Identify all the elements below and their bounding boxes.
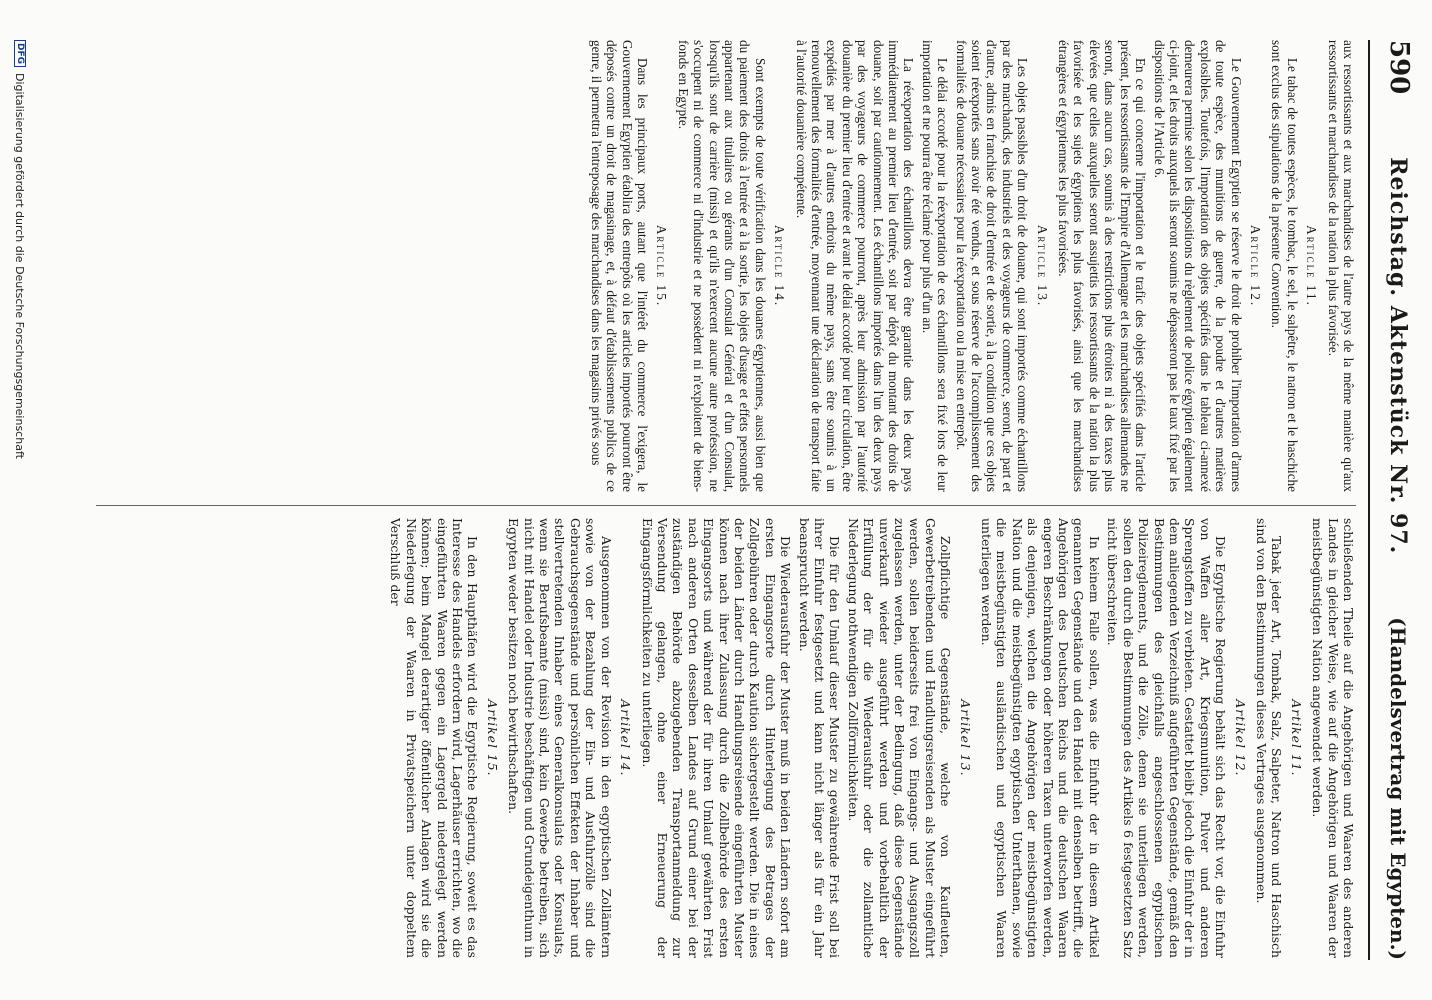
french-column	[96, 40, 1356, 492]
paragraph: Le tabac de toutes espèces, le tombac, le sel, le salpêtre, le natron et le haschiche sont exclus des stipulations de la présente Convention.	[1269, 40, 1300, 492]
paragraph: Zollpflichtige Gegenstände, welche von Kaufleuten, Gewerbetreibenden und Handlungsreisenden als Muster eingeführt werden, sollen beiderseits frei von Eingangs- und Ausgangszoll zugelassen werden, unter der Bedingung, daß diese Gegenstände unverkauft wieder ausgeführt werden und vorbehaltlich der Erfüllung der für die Wiederausfuhr oder die zollamtliche Niederlegung nothwendigen Zollförmlichkeiten.	[845, 518, 954, 958]
paragraph: En ce qui concerne l'importation et le trafic des objets spécifiés dans l'article présent, les ressortissants de l'Empire d'Allemagne et les marchandises allemandes ne seront, dans aucun cas, soumis à des restrictions plus étroites ni à des taxes plus élevées que celles auxquelles seront assujettis les ressortissants de la nation la plus favorisée et les sujets égyptiens les plus favorisés, ainsi que les marchandises étrangères et égyptiennes les plus favorisées.	[1056, 40, 1149, 492]
article-heading: Artikel 11.	[1288, 699, 1304, 777]
article-heading: Artikel 13.	[957, 699, 973, 777]
article-heading: Article 12.	[1247, 224, 1263, 308]
dfg-logo: DFG	[14, 40, 26, 67]
article-heading: Article 14.	[772, 224, 788, 308]
german-column	[96, 518, 1356, 958]
paragraph: In keinem Falle sollen, was die Einfuhr der in diesem Artikel genannten Gegenstände und den Handel mit denselben betrifft, die Angehörigen des Deutschen Reichs und die deutschen Waaren engeren Beschränkungen oder höheren Taxen unterworfen werden, als denjenigen, welchen die Angehörigen der meistbegünstigten Nation und die meistbegünstigten egyptischen Unterthanen, sowie die meistbegünstigten ausländischen und egyptischen Waaren unterliegen werden.	[979, 518, 1102, 958]
paragraph: schließenden Theile auf die Angehörigen und Waaren des anderen Landes in gleicher Weise, wie auf die Angehörigen und Waaren der meistbegünstigten Nation angewendet werden.	[1310, 518, 1356, 958]
paragraph: aux ressortissants et aux marchandises de l'autre pays de la même manière qu'aux ressortissants et marchandises de la nation la plus favorisée.	[1325, 40, 1356, 492]
article-heading: Article 11.	[1304, 225, 1320, 307]
digitization-credit: Digitalisierung gefördert durch die Deutsche Forschungsgemeinschaft	[13, 73, 27, 459]
digitization-footer	[10, 40, 30, 960]
column-divider	[96, 505, 1356, 506]
paragraph: Le Gouvernement Egyptien se réserve le droit de prohiber l'importation d'armes de toute espèce, des munitions de guerre, de la poudre et d'autres matières explosibles. Toutefois, l'importation des objets spécifiés dans le tableau ci-annexé demeurera permise selon les dispositions du règlement de police égyptien également ci-joint, et les droits auxquels ils seront soumis ne dépasseront pas le taux fixé par les dispositions de l'Article 6.	[1151, 40, 1244, 492]
article-heading: Article 13.	[1034, 224, 1050, 308]
paragraph: Dans les principaux ports, autant que l'intérêt du commerce l'exigera, le Gouvernement Egyptien établira des entrepôts où les articles importés pourront être déposés contre un droit de magasinage, et, à défaut d'établissements publics de ce genre, il permettra l'entreposage des marchandises dans les magasins privés sous	[588, 40, 650, 492]
article-heading: Article 15.	[654, 224, 670, 308]
paragraph: In den Haupthäfen wird die Egyptische Regierung, soweit es das Interesse des Handels erfordern wird, Lagerhäuser errichten, wo die eingeführten Waaren gegen ein Lagergeld niedergelegt werden können; beim Mangel derartiger öffentlicher Anlagen wird sie die Niederlegung der Waaren in Privatspeichern unter doppeltem Verschluß der	[388, 518, 481, 958]
header-title: Reichstag. Aktenstück Nr. 97.	[1385, 157, 1411, 555]
article-heading: Artikel 14.	[618, 699, 634, 777]
paragraph: La réexportation des échantillons devra être garantie dans les deux pays immédiatement au premier lieu d'entrée, soit par dépôt du montant des droits de douane, soit par cautionnement. Les échantillons importés dans l'un des deux pays par des voyageurs de commerce pourront, après leur admission par l'autorité douanière du premier lieu d'entrée et avant le délai accordé pour leur circulation, être expédiés par mer à d'autres endroits du même pays, sans être soumis à un renouvellement des formalités d'entrée, moyennant une déclaration de transport faite à l'autorité douanière compétente.	[793, 40, 917, 492]
paragraph: Les objets passibles d'un droit de douane, qui sont importés comme échantillons par des marchands, des industriels et des voyageurs de commerce, seront, de part et d'autre, admis en franchise de droit d'entrée et de sortie, à la condition que ces objets soient réexportés sans avoir été vendus, et sous réserve de l'accomplissement des formalités de douane nécessaires pour la réexportation ou la mise en entrepôt.	[953, 40, 1031, 492]
paragraph: Die für den Umlauf dieser Muster zu gewährende Frist soll bei ihrer Einfuhr festgesetzt und kann nicht länger als für ein Jahr beansprucht werden.	[796, 518, 843, 958]
paragraph: Tabak jeder Art, Tombak, Salz, Salpeter, Natron und Haschisch sind von den Bestimmungen dieses Vertrages ausgenommen.	[1253, 518, 1285, 958]
page-header	[1368, 40, 1414, 960]
header-subtitle: (Handelsvertrag mit Egypten.)	[1386, 617, 1410, 960]
paragraph: Die Wiederausfuhr der Muster muß in beiden Ländern sofort am ersten Eingangsorte durch Hinterlegung des Betrages der Zollgebühren oder durch Kaution sichergestellt werden. Die in eines der beiden Länder durch Handlungsreisende eingeführten Muster können nach ihrer Zulassung durch die Zollbehörde des ersten Eingangsorts und während der für ihren Umlauf gewährten Frist nach anderen Orten desselben Landes auf Grund einer bei der zuständigen Behörde abzugebenden Transportanmeldung zur Versendung gelangen, ohne einer Erneuerung der Eingangsförmlichkeiten zu unterliegen.	[639, 518, 794, 958]
paragraph: Die Egyptische Regierung behält sich das Recht vor, die Einfuhr von Waffen aller Art, Kriegsmunition, Pulver und anderen Sprengstoffen zu verbieten. Gestattet bleibt jedoch die Einfuhr der in dem anliegenden Verzeichniß aufgeführten Gegenstände, gemäß den Bestimmungen des gleichfalls angeschlossenen egyptischen Polizeireglements, und die Zölle, denen sie unterliegen werden, sollen den durch die Bestimmungen des Artikels 6 festgesetzten Satz nicht überschreiten.	[1105, 518, 1229, 958]
article-heading: Artikel 15.	[484, 699, 500, 777]
paragraph: Ausgenommen von der Revision in den egyptischen Zollämtern sowie von der Bezahlung der Ein- und Ausfuhrzölle sind die Gebrauchsgegenstände und persönlichen Effekten der Inhaber und stellvertretenden Inhaber eines Generalkonsulats oder Konsulats, wenn sie Berufsbeamte (missi) sind, kein Gewerbe betreiben, sich nicht mit Handel oder Industrie beschäftigen und Grundeigenthum in Egypten weder besitzen noch bewirthschaften.	[506, 518, 614, 958]
paragraph: Sont exempts de toute vérification dans les douanes égyptiennes, aussi bien que du paiement des droits à l'entrée et à la sortie, les objets d'usage et effets personnels appartenant aux titulaires ou gérants d'un Consulat Général et d'un Consulat, lorsqu'ils sont de carrière (missi) et qu'ils n'exercent aucune autre profession, ne s'occupent ni de commerce ni d'industrie et ne possèdent ni n'exploitent de biens-fonds en Egypte.	[675, 40, 768, 492]
paragraph: Le délai accordé pour la réexportation de ces échantillons sera fixé lors de leur importation et ne pourra être réclamé pour plus d'un an.	[919, 40, 951, 492]
page-number: 590	[1384, 40, 1414, 95]
article-heading: Artikel 12.	[1232, 699, 1248, 777]
